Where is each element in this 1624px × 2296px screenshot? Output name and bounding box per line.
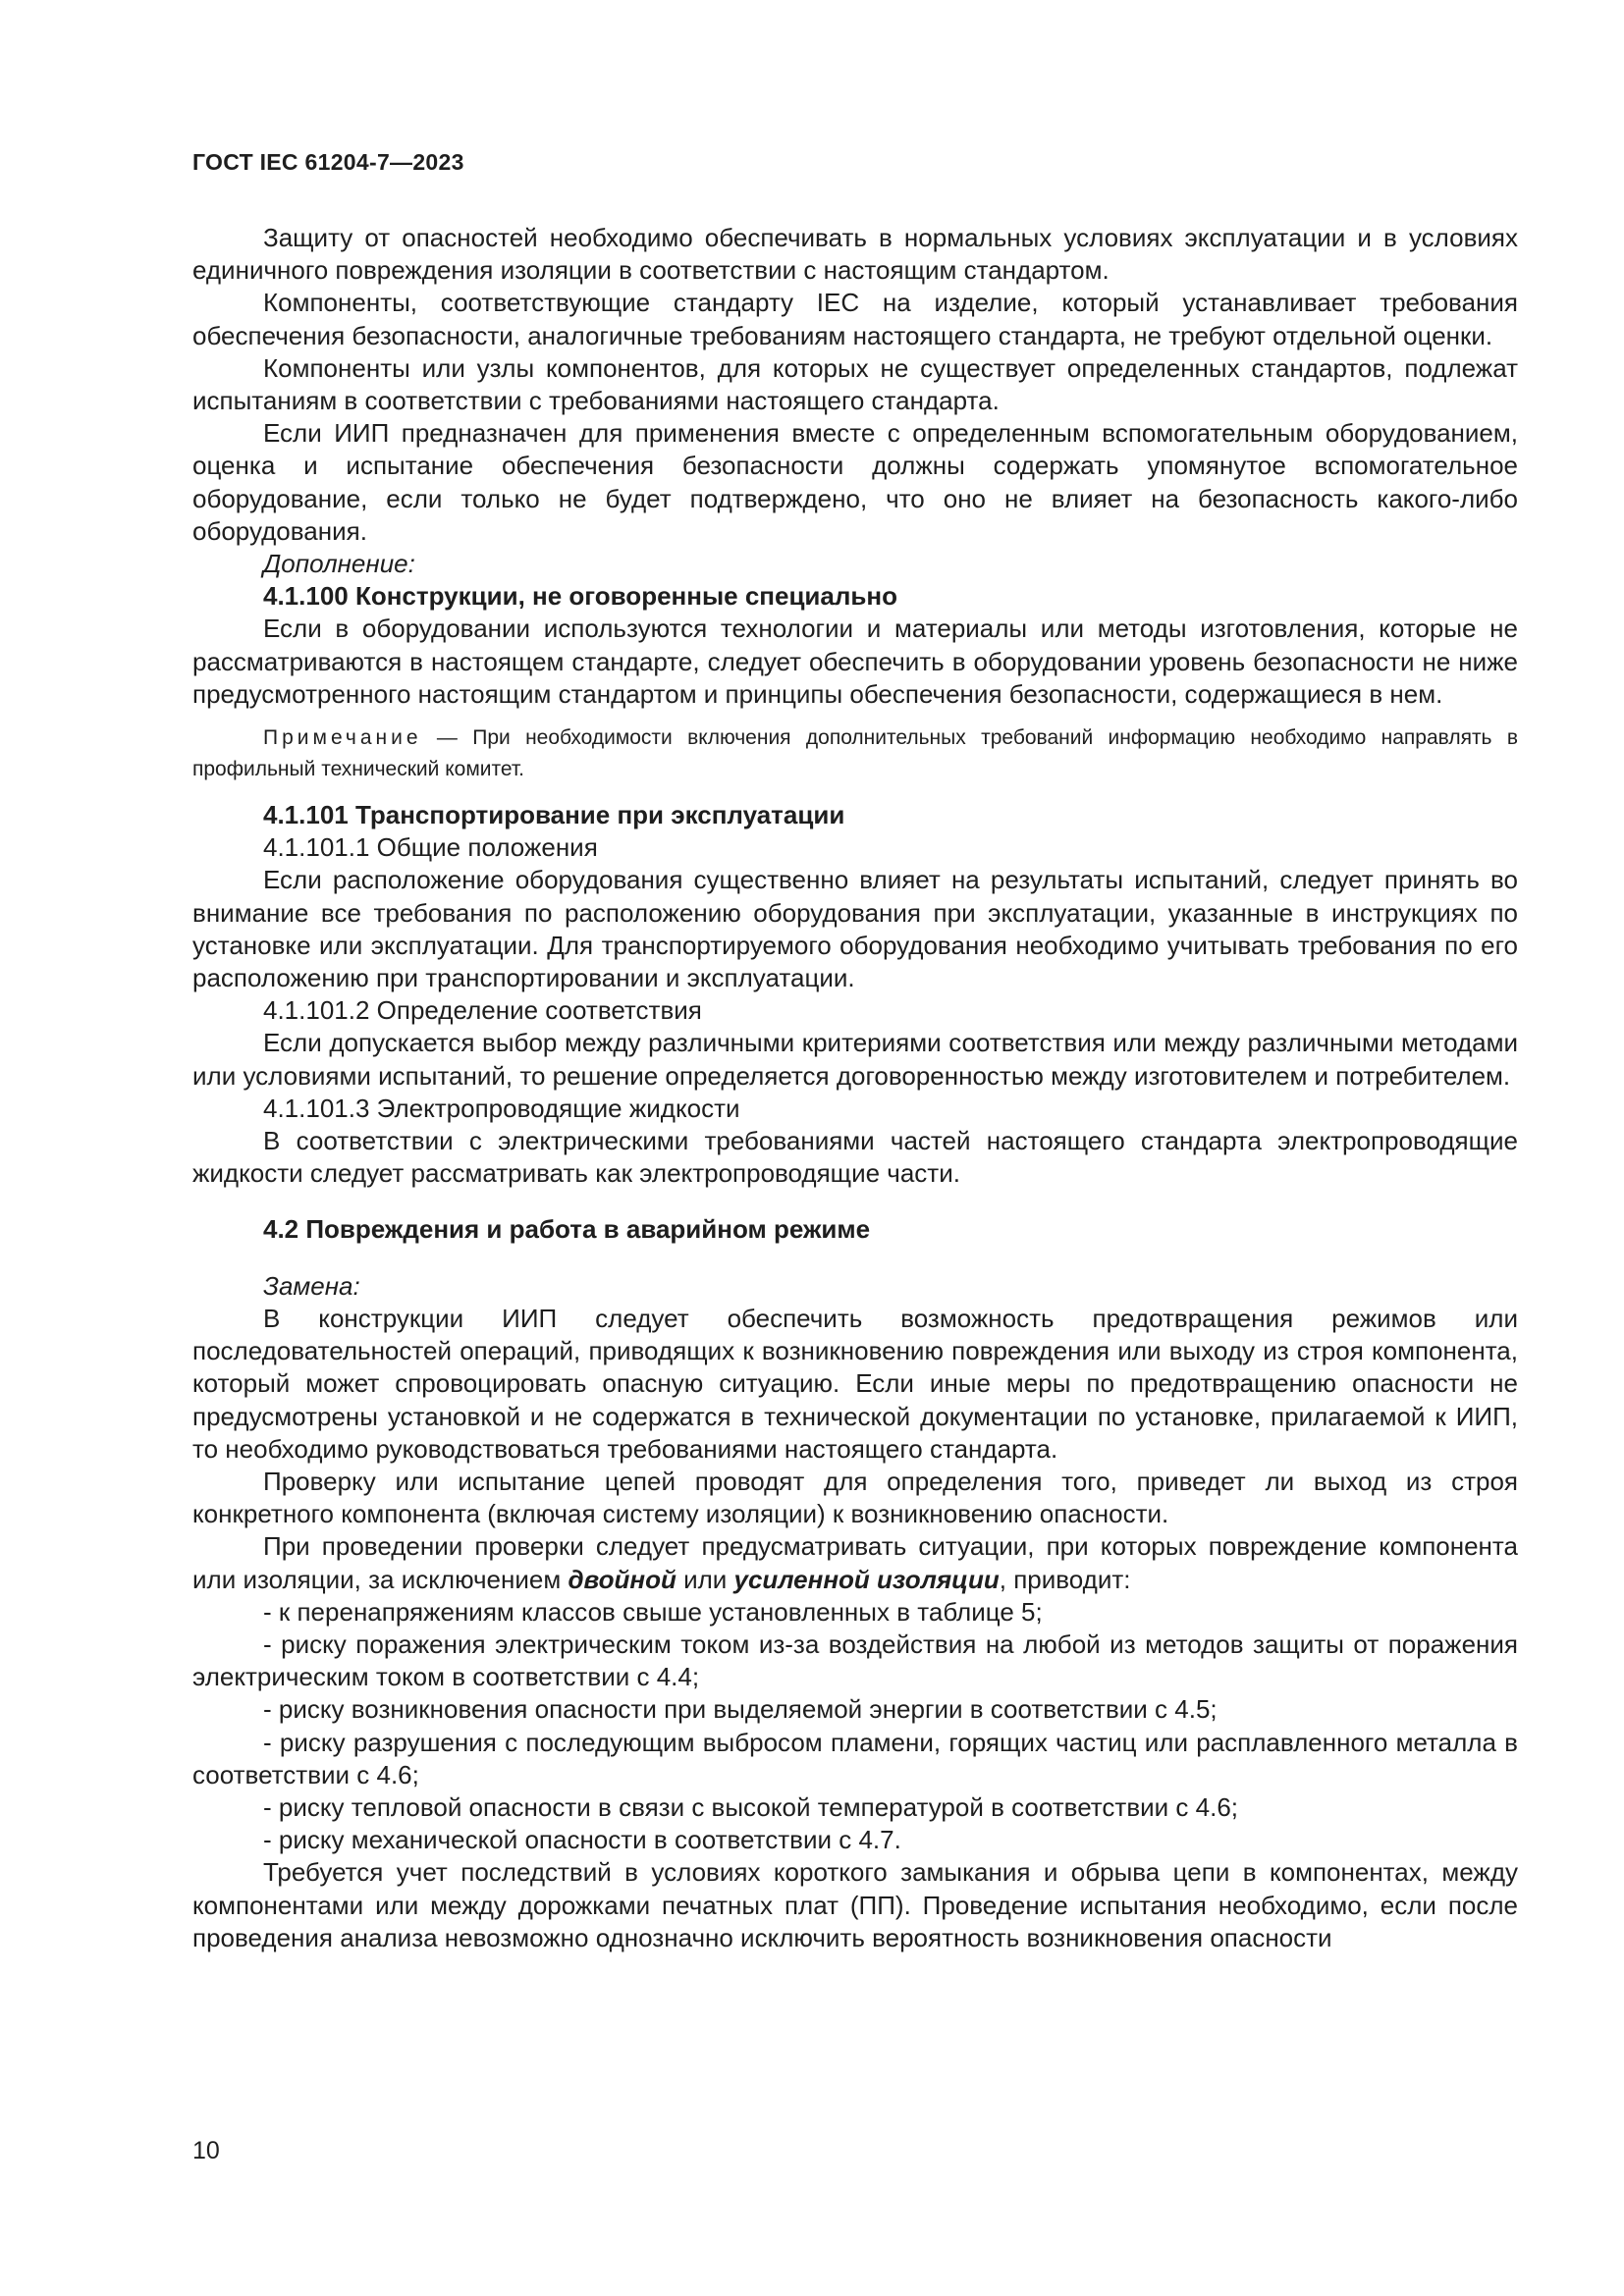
section-heading-4-1-100: 4.1.100 Конструкции, не оговоренные специально [263, 581, 897, 612]
paragraph: Если допускается выбор между различными критериями соответствия или между различными методами или условиями испытаний, то решение определяется договоренностью между изготовителем и потребителем. [192, 1028, 1518, 1091]
paragraph: Если расположение оборудования существенно влияет на результаты испытаний, следует принять во внимание все требования по расположению оборудования при эксплуатации, указанные в инструкциях по установке или эксплуатации. Для транспортируемого оборудования необходимо учитывать требования по его расположению при транспортировании и эксплуатации. [192, 865, 1518, 993]
list-item: - риску возникновения опасности при выделяемой энергии в соответствии с 4.5; [263, 1694, 1218, 1725]
term-double-insulation: двойной [568, 1564, 677, 1594]
addition-label: Дополнение: [263, 549, 415, 579]
list-item: - риску поражения электрическим током из-за воздействия на любой из методов защиты от поражения электрическим током в соответствии с 4.4; [192, 1629, 1518, 1692]
note-label: Примечание [263, 726, 422, 750]
section-heading-4-2: 4.2 Повреждения и работа в аварийном режиме [263, 1214, 871, 1245]
document-body [192, 222, 1518, 1954]
document-header: ГОСТ IEC 61204-7—2023 [192, 149, 464, 175]
paragraph: Если в оборудовании используются технологии и материалы или методы изготовления, которые не рассматриваются в настоящем стандарте, следует обеспечить в оборудовании уровень безопасности не ниже предусмотренного настоящим стандартом и принципы обеспечения безопасности, содержащиеся в нем. [192, 614, 1518, 709]
paragraph: Компоненты, соответствующие стандарту IEC на изделие, который устанавливает требования обеспечения безопасности, аналогичные требованиям настоящего стандарта, не требуют отдельной оценки. [192, 288, 1518, 350]
subsection-heading-4-1-101-2: 4.1.101.2 Определение соответствия [263, 995, 702, 1026]
note-text: — При необходимости включения дополнительных требований информацию необходимо направлять в профильный технический комитет. [192, 726, 1518, 781]
list-item: - риску разрушения с последующим выбросом пламени, горящих частиц или расплавленного металла в соответствии с 4.6; [192, 1727, 1518, 1789]
paragraph: В соответствии с электрическими требованиями частей настоящего стандарта электропроводящие жидкости следует рассматривать как электропроводящие части. [192, 1126, 1518, 1189]
paragraph: Если ИИП предназначен для применения вместе с определенным вспомогательным оборудованием, оценка и испытание обеспечения безопасности должны содержать упомянутое вспомогательное оборудование, если только не будет подтверждено, что оно не влияет на безопасность какого-либо оборудования. [192, 418, 1518, 546]
paragraph: Защиту от опасностей необходимо обеспечивать в нормальных условиях эксплуатации и в условиях единичного повреждения изоляции в соответствии с настоящим стандартом. [192, 223, 1518, 286]
paragraph: Проверку или испытание цепей проводят для определения того, приведет ли выход из строя конкретного компонента (включая систему изоляции) к возникновению опасности. [192, 1466, 1518, 1529]
replacement-label: Замена: [263, 1270, 360, 1301]
note [192, 722, 1518, 785]
subsection-heading-4-1-101-3: 4.1.101.3 Электропроводящие жидкости [263, 1093, 740, 1123]
paragraph: Требуется учет последствий в условиях короткого замыкания и обрыва цепи в компонентах, между компонентами или между дорожками печатных плат (ПП). Проведение испытания необходимо, если после проведения анализа невозможно однозначно исключить вероятность возникновения опасности [192, 1857, 1518, 1952]
paragraph: В конструкции ИИП следует обеспечить возможность предотвращения режимов или последовательностей операций, приводящих к возникновению повреждения или выходу из строя компонента, который может спровоцировать опасную ситуацию. Если иные меры по предотвращению опасности не предусмотрены установкой и не содержатся в технической документации по установке, прилагаемой к ИИП, то необходимо руководствоваться требованиями настоящего стандарта. [192, 1303, 1518, 1464]
list-item: - к перенапряжениям классов свыше установленных в таблице 5; [263, 1596, 1043, 1627]
section-heading-4-1-101: 4.1.101 Транспортирование при эксплуатации [263, 800, 845, 830]
list-item: - риску тепловой опасности в связи с высокой температурой в соответствии с 4.6; [263, 1791, 1239, 1822]
paragraph: При проведении проверки следует предусматривать ситуации, при которых повреждение компонента или изоляции, за исключением двойной или усиленной изоляции, приводит: [192, 1531, 1518, 1594]
page-number: 10 [192, 2137, 220, 2164]
term-reinforced-insulation: усиленной изоляции [733, 1564, 1000, 1594]
list-item: - риску механической опасности в соответствии с 4.7. [263, 1825, 901, 1855]
subsection-heading-4-1-101-1: 4.1.101.1 Общие положения [263, 832, 598, 863]
paragraph: Компоненты или узлы компонентов, для которых не существует определенных стандартов, подлежат испытаниям в соответствии с требованиями настоящего стандарта. [192, 352, 1518, 416]
